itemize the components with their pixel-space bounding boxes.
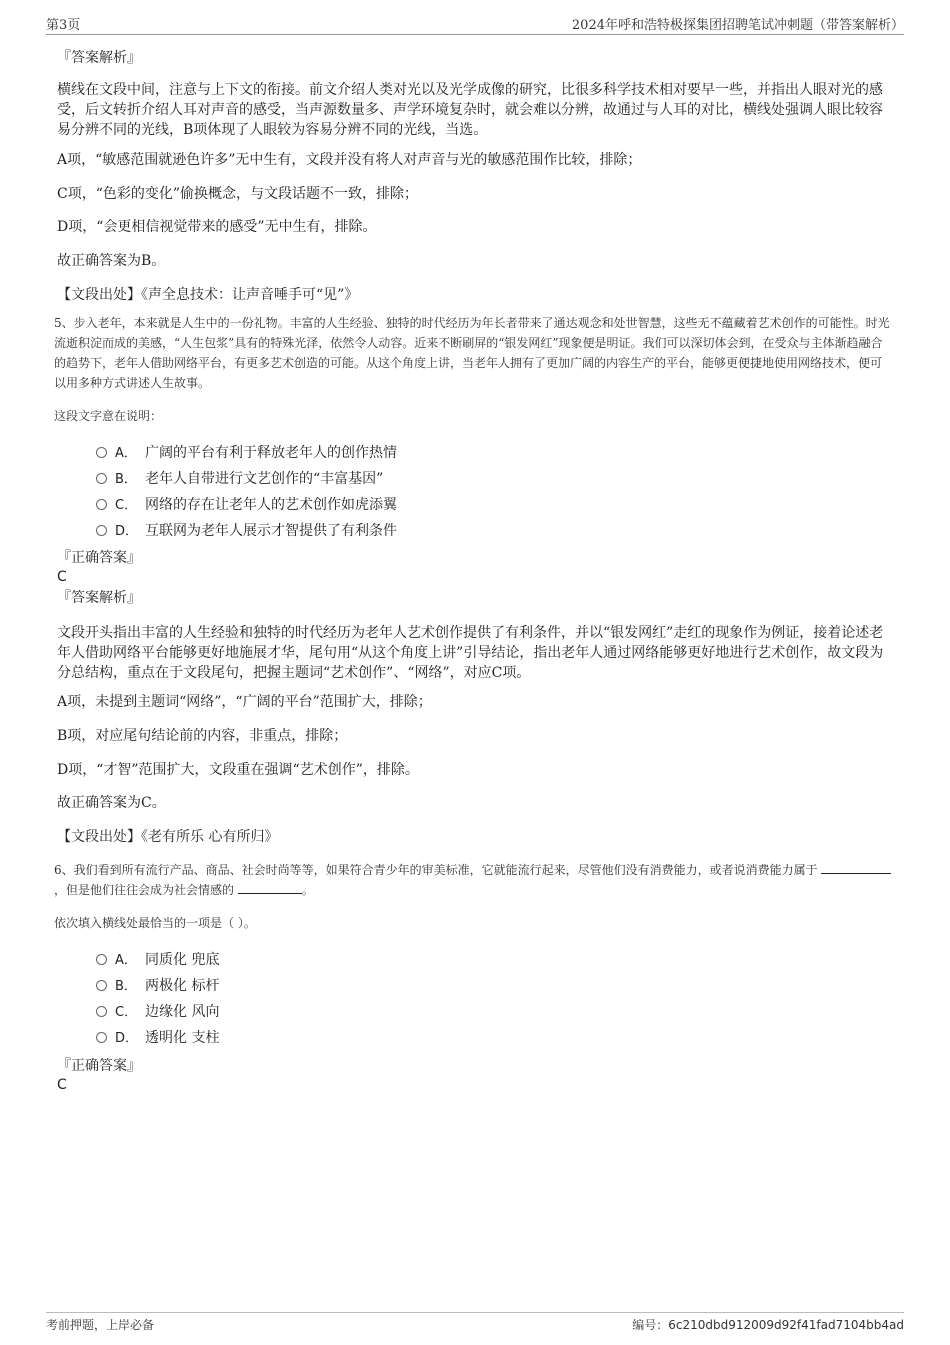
code-label: 编号： <box>632 1318 669 1332</box>
radio-icon[interactable] <box>96 980 107 991</box>
q4-option-a-analysis: A项，“敏感范围就逊色许多”无中生有，文段并没有将人对声音与光的敏感范围作比较，排除； <box>57 152 642 168</box>
q5-conclusion: 故正确答案为C。 <box>57 795 166 811</box>
q5-answer: C <box>57 569 67 585</box>
q6-stem-part: 6、我们看到所有流行产品、商品、社会时尚等等，如果符合青少年的审美标准，它就能流行起来，尽管他们没有消费能力，或者说消费能力属 <box>54 863 806 877</box>
q5-option-d[interactable] <box>96 521 397 542</box>
footer-slogan: 考前押题，上岸必备 <box>46 1318 155 1332</box>
option-key: B． <box>115 472 137 487</box>
q6-answer: C <box>57 1077 67 1093</box>
q5-option-d-analysis: D项，“才智”范围扩大，文段重在强调“艺术创作”，排除。 <box>57 762 419 778</box>
fill-blank-2[interactable] <box>238 881 302 894</box>
option-text: 边缘化 风向 <box>145 1004 220 1020</box>
q6-stem-part: 于 <box>805 863 818 877</box>
page-number: 第3页 <box>46 18 81 33</box>
option-key: C． <box>115 498 138 513</box>
page-footer <box>46 1312 904 1338</box>
radio-icon[interactable] <box>96 499 107 510</box>
q5-option-a[interactable] <box>96 443 397 464</box>
q5-source: 【文段出处】《老有所乐 心有所归》 <box>57 829 279 845</box>
q5-analysis-text: 文段开头指出丰富的人生经验和独特的时代经历为老年人艺术创作提供了有利条件，并以“银发网红”走红的现象作为例证，接着论述老年人借助网络平台能够更好地施展才华，尾句用“从这个角度上讲”引导结论，指出老年人通过网络能够更好地进行艺术创作，故文段为分总结构，重点在于文段尾句，把握主题词“艺术创作”、“网络”，对应C项。 <box>57 625 884 681</box>
q4-analysis-label: 『答案解析』 <box>57 50 141 66</box>
option-text: 透明化 支柱 <box>145 1030 220 1046</box>
radio-icon[interactable] <box>96 954 107 965</box>
q5-prompt: 这段文字意在说明： <box>54 409 163 423</box>
q6-option-b[interactable] <box>96 976 219 997</box>
radio-icon[interactable] <box>96 1006 107 1017</box>
q5-analysis-label: 『答案解析』 <box>57 590 141 606</box>
option-text: 同质化 兜底 <box>145 952 220 968</box>
option-text: 老年人自带进行文艺创作的“丰富基因” <box>145 471 384 487</box>
radio-icon[interactable] <box>96 1032 107 1043</box>
radio-icon[interactable] <box>96 525 107 536</box>
q6-answer-label: 『正确答案』 <box>57 1058 141 1074</box>
option-text: 网络的存在让老年人的艺术创作如虎添翼 <box>145 497 397 513</box>
q4-conclusion: 故正确答案为B。 <box>57 253 166 269</box>
q6-stem <box>54 860 892 900</box>
option-text: 广阔的平台有利于释放老年人的创作热情 <box>145 445 397 461</box>
q6-stem-part: 。 <box>301 883 314 897</box>
option-text: 两极化 标杆 <box>145 978 220 994</box>
q4-source: 【文段出处】《声全息技术：让声音唾手可“见”》 <box>57 287 359 303</box>
option-key: C． <box>115 1005 138 1020</box>
q4-option-d-analysis: D项，“会更相信视觉带来的感受”无中生有，排除。 <box>57 219 377 235</box>
q5-answer-label: 『正确答案』 <box>57 550 141 566</box>
q6-stem-part: ，但是他们往往会成为社会情感的 <box>54 883 235 897</box>
page-header <box>46 14 904 35</box>
q6-option-a[interactable] <box>96 950 219 971</box>
option-key: D． <box>115 1031 139 1046</box>
document-title: 2024年呼和浩特极探集团招聘笔试冲刺题（带答案解析） <box>571 18 904 33</box>
option-text: 互联网为老年人展示才智提供了有利条件 <box>145 523 397 539</box>
document-code <box>632 1316 904 1333</box>
option-key: A． <box>115 446 137 461</box>
q4-option-c-analysis: C项，“色彩的变化”偷换概念，与文段话题不一致，排除； <box>57 186 419 202</box>
q5-stem: 5、步入老年，本来就是人生中的一份礼物。丰富的人生经验、独特的时代经历为年长者带来了通达观念和处世智慧，这些无不蕴藏着艺术创作的可能性。时光流逝积淀而成的美感，“人生包浆”具有的特殊光泽，依然令人动容。近来不断刷屏的“银发网红”现象便是明证。我们可以深切体会到，在受众与主体渐趋融合的趋势下，老年人借助网络平台，有更多艺术创造的可能。从这个角度上讲，当老年人拥有了更加广阔的内容生产的平台，能够更便捷地使用网络技术，便可以用多种方式讲述人生故事。 <box>54 316 890 390</box>
option-key: B． <box>115 979 137 994</box>
option-key: A． <box>115 953 137 968</box>
q6-option-d[interactable] <box>96 1028 219 1049</box>
q4-analysis-text: 横线在文段中间，注意与上下文的衔接。前文介绍人类对光以及光学成像的研究，比很多科学技术相对要早一些，并指出人眼对光的感受，后文转折介绍人耳对声音的感受，当声源数量多、声学环境复杂时，就会难以分辨，故通过与人耳的对比，横线处强调人眼比较容易分辨不同的光线，B项体现了人眼较为容易分辨不同的光线，当选。 <box>57 82 883 138</box>
q5-option-b[interactable] <box>96 469 383 490</box>
q5-option-a-analysis: A项，未提到主题词“网络”，“广阔的平台”范围扩大，排除； <box>57 694 432 710</box>
radio-icon[interactable] <box>96 473 107 484</box>
option-key: D． <box>115 524 139 539</box>
q5-option-c[interactable] <box>96 495 397 516</box>
fill-blank-1[interactable] <box>821 861 891 874</box>
q6-prompt: 依次填入横线处最恰当的一项是（ ）。 <box>54 916 256 930</box>
q5-option-b-analysis: B项，对应尾句结论前的内容，非重点，排除； <box>57 728 348 744</box>
radio-icon[interactable] <box>96 447 107 458</box>
code-value: 6c210dbd912009d92f41fad7104bb4ad <box>668 1318 904 1332</box>
q6-option-c[interactable] <box>96 1002 219 1023</box>
